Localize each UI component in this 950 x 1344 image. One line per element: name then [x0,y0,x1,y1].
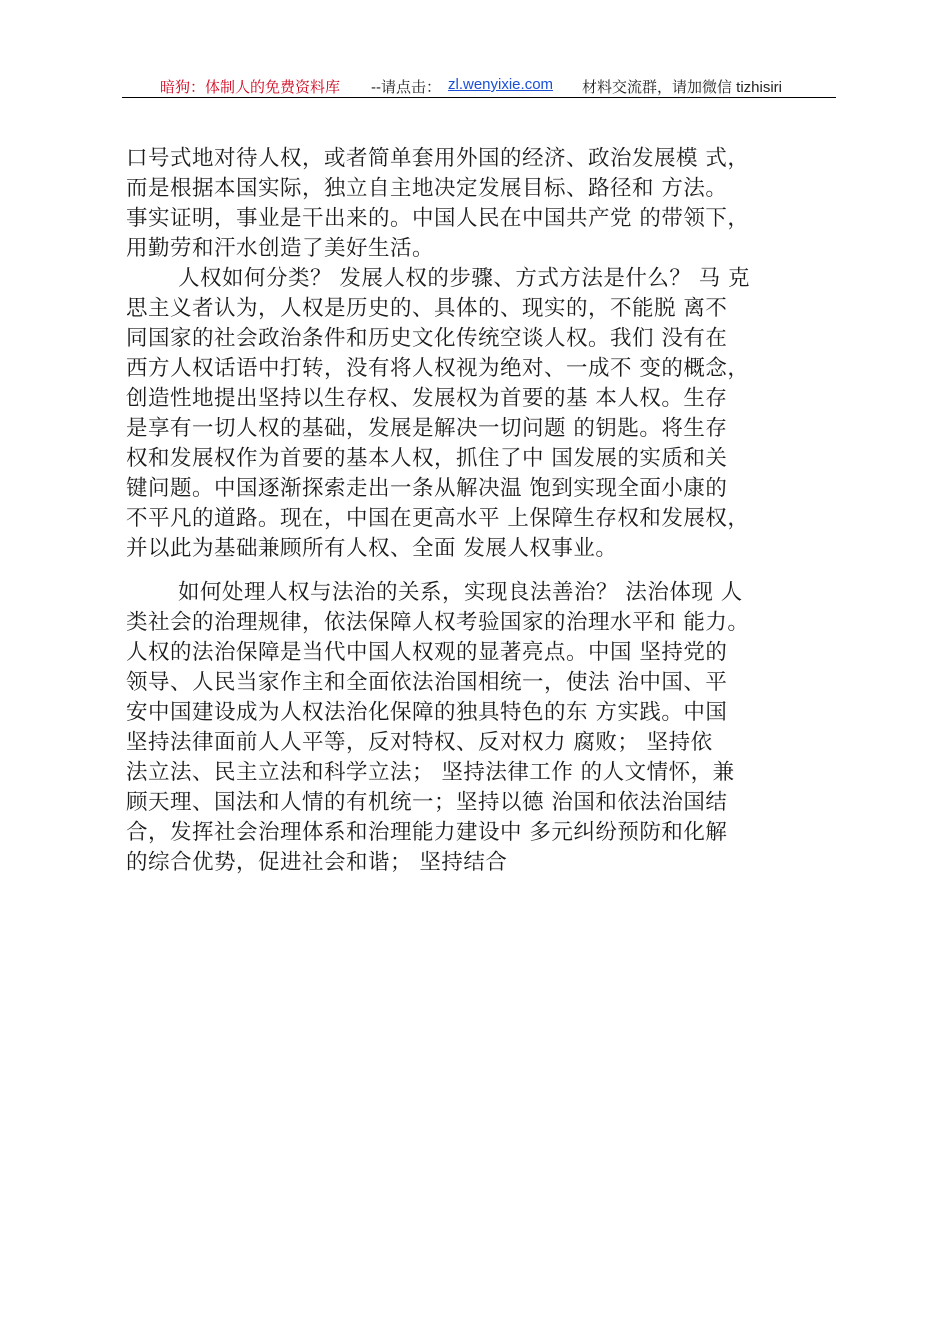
paragraph-3 [126,578,852,878]
text-line: 西方人权话语中打转，没有将人权视为绝对、一成不 变的概念， [126,356,750,381]
text-line: 同国家的社会政治条件和历史文化传统空谈人权。我们 没有在 [126,326,728,351]
text-line: 顾天理、国法和人情的有机统一；坚持以德 治国和依法治国结 [126,790,728,815]
document-body [126,144,852,878]
text-line: 类社会的治理规律，依法保障人权考验国家的治理水平和 能力。 [126,610,750,635]
text-line: 合，发挥社会治理体系和治理能力建设中 多元纠纷预防和化解 [126,820,728,845]
header-prompt: --请点击： [371,79,441,96]
text-line: 是享有一切人权的基础，发展是解决一切问题 的钥匙。将生存 [126,416,728,441]
text-line: 的综合优势，促进社会和谐； 坚持结合 [126,850,508,875]
paragraph-2 [126,264,852,564]
page-header [0,76,950,98]
text-line: 用勤劳和汗水创造了美好生活。 [126,236,435,261]
text-line: 安中国建设成为人权法治化保障的独具特色的东 方实践。中国 [126,700,728,725]
text-line: 思主义者认为，人权是历史的、具体的、现实的，不能脱 离不 [126,296,728,321]
header-brand: 暗狗：体制人的免费资料库 [160,79,341,96]
paragraph-1 [126,144,852,264]
paragraph-gap [126,564,852,578]
text-line: 而是根据本国实际，独立自主地决定发展目标、路径和 方法。 [126,176,728,201]
header-link[interactable]: zl.wenyixie.com [448,76,554,93]
text-line: 键问题。中国逐渐探索走出一条从解决温 饱到实现全面小康的 [126,476,728,501]
text-line: 并以此为基础兼顾所有人权、全面 发展人权事业。 [126,536,618,561]
header-divider [122,97,836,98]
text-line: 不平凡的道路。现在，中国在更高水平 上保障生存权和发展权， [126,506,750,531]
text-line: 坚持法律面前人人平等，反对特权、反对权力 腐败； 坚持依 [126,730,713,755]
header-note: 材料交流群，请加微信 tizhisiri [582,79,783,96]
text-line: 如何处理人权与法治的关系，实现良法善治？ 法治体现 人 [178,580,743,605]
text-line: 法立法、民主立法和科学立法； 坚持法律工作 的人文情怀，兼 [126,760,735,785]
text-line: 人权如何分类？ 发展人权的步骤、方式方法是什么？ 马 克 [178,266,751,291]
text-line: 领导、人民当家作主和全面依法治国相统一，使法 治中国、平 [126,670,728,695]
text-line: 创造性地提出坚持以生存权、发展权为首要的基 本人权。生存 [126,386,728,411]
text-line: 事实证明，事业是干出来的。中国人民在中国共产党 的带领下， [126,206,750,231]
text-line: 权和发展权作为首要的基本人权，抓住了中 国发展的实质和关 [126,446,728,471]
text-line: 口号式地对待人权，或者简单套用外国的经济、政治发展模 式， [126,146,750,171]
text-line: 人权的法治保障是当代中国人权观的显著亮点。中国 坚持党的 [126,640,728,665]
